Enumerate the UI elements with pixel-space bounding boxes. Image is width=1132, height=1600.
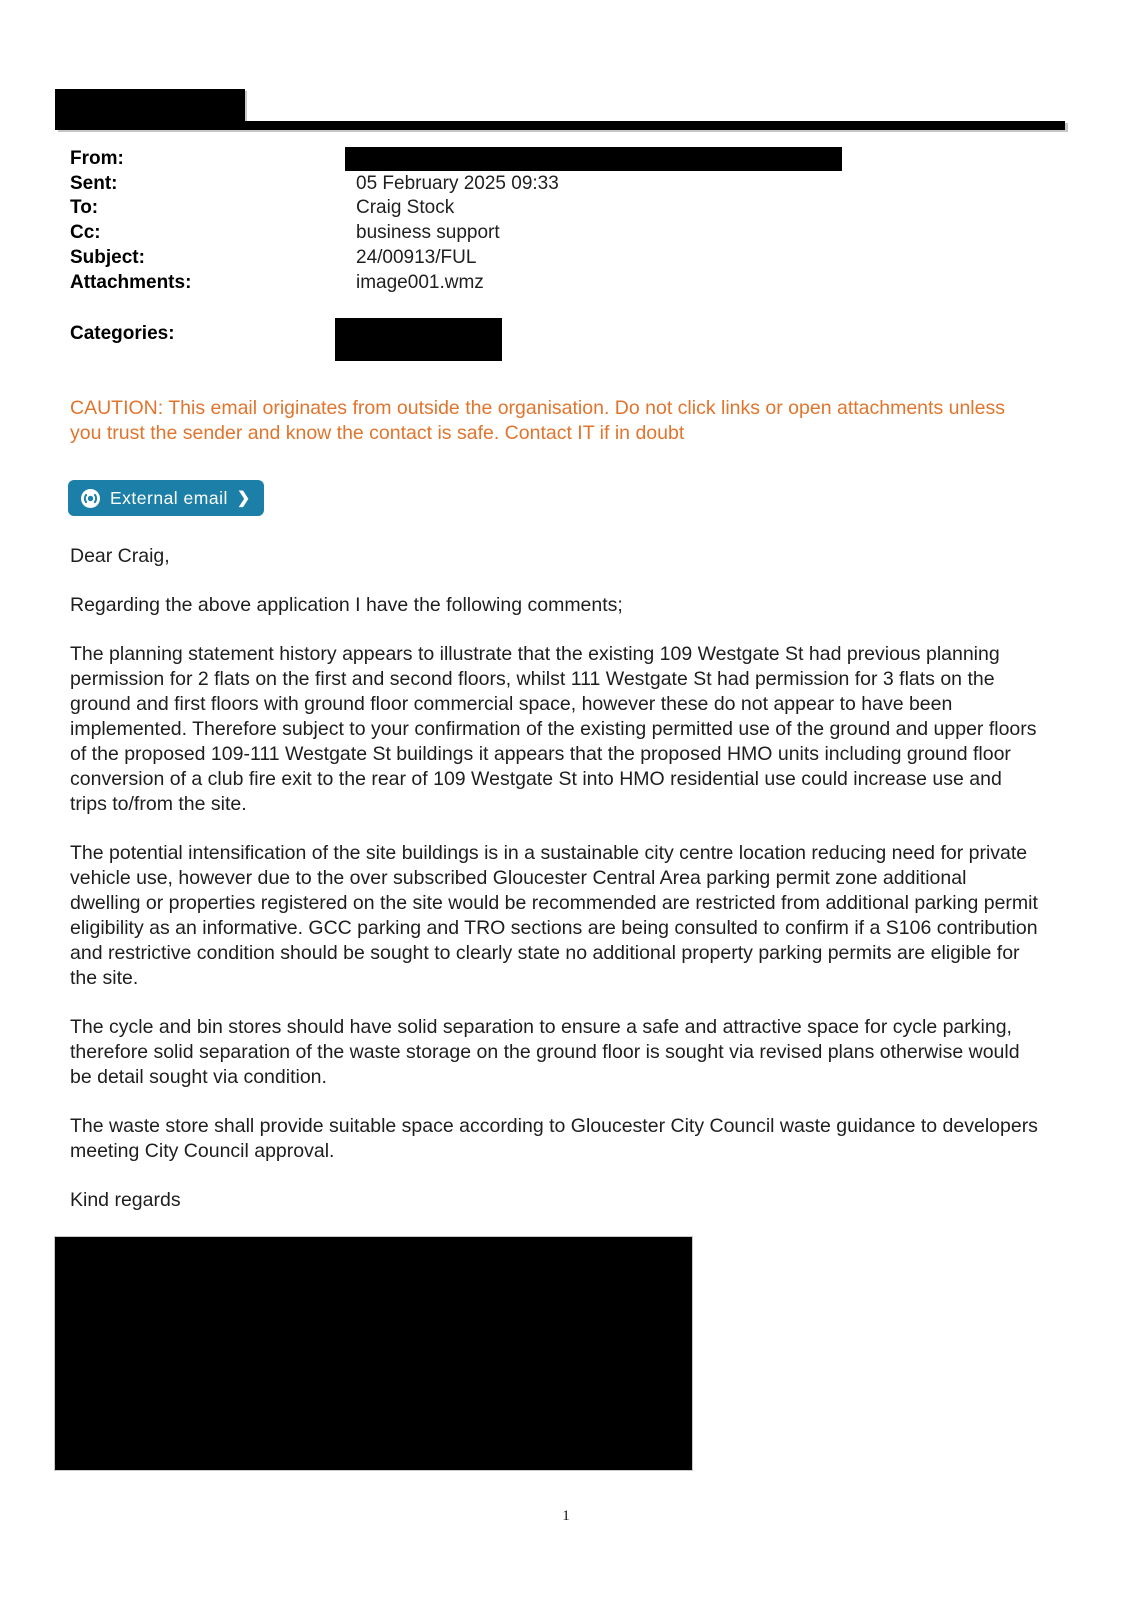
body-paragraph: The planning statement history appears to illustrate that the existing 109 Westgate St had previous planning permission for 2 flats on the first and second floors, whilst 111 Westgate St had permission for 3 flats on the ground and first floors with ground floor commercial space, however these do not appear to have been implemented. Therefore subject to your confirmation of the existing permitted use of the ground and upper floors of the proposed 109-111 Westgate St buildings it appears that the proposed HMO units including ground floor conversion of a club fire exit to the rear of 109 Westgate St into HMO residential use could increase use and trips to/from the site.	[70, 643, 1037, 815]
field-value-attachments: image001.wmz	[356, 271, 484, 293]
field-label-sent: Sent:	[70, 172, 118, 194]
signoff: Kind regards	[70, 1189, 181, 1211]
field-label-to: To:	[70, 197, 99, 219]
redaction-from-value	[345, 147, 842, 171]
external-email-icon	[80, 488, 101, 509]
field-value-sent: 05 February 2025 09:33	[356, 172, 559, 194]
page-number: 1	[562, 1508, 570, 1524]
field-label-attachments: Attachments:	[70, 271, 192, 293]
field-label-from: From:	[70, 148, 124, 169]
email-body	[70, 544, 1042, 1470]
field-value-to: Craig Stock	[356, 197, 455, 219]
redaction-signature-block	[55, 1237, 692, 1470]
intro-line: Regarding the above application I have the following comments;	[70, 594, 623, 616]
header-row-from	[70, 147, 1060, 172]
redaction-header-rule	[55, 121, 1065, 130]
header-row-attachments	[70, 271, 1060, 296]
field-value-cc: business support	[356, 222, 500, 244]
caution-banner-text: CAUTION: This email originates from outside the organisation. Do not click links or open attachments unless you trust the sender and know the contact is safe. Contact IT if in doubt	[70, 397, 1005, 445]
body-paragraph: The cycle and bin stores should have solid separation to ensure a safe and attractive space for cycle parking, therefore solid separation of the waste storage on the ground floor is sought via revised plans otherwise would be detail sought via condition.	[70, 1016, 1020, 1088]
body-paragraph: The potential intensification of the site buildings is in a sustainable city centre location reducing need for private vehicle use, however due to the over subscribed Gloucester Central Area parking permit zone additional dwelling or properties registered on the site would be recommended are restricted from additional parking permit eligibility as an informative. GCC parking and TRO sections are being consulted to confirm if a S106 contribution and restrictive condition should be sought to clearly state no additional property parking permits are eligible for the site.	[70, 842, 1038, 989]
redaction-categories-value	[335, 318, 502, 361]
body-paragraph: The waste store shall provide suitable space according to Gloucester City Council waste guidance to developers meeting City Council approval.	[70, 1115, 1038, 1162]
external-email-button[interactable]	[68, 480, 264, 516]
chevron-right-icon: ❯	[236, 490, 251, 507]
greeting: Dear Craig,	[70, 545, 170, 567]
field-value-from	[356, 147, 842, 172]
header-row-subject	[70, 246, 1060, 271]
header-row-to	[70, 196, 1060, 221]
header-row-categories	[70, 323, 502, 361]
field-label-cc: Cc:	[70, 222, 101, 244]
field-value-subject: 24/00913/FUL	[356, 246, 477, 268]
header-row-sent	[70, 172, 1060, 197]
external-email-label: External email	[110, 487, 228, 508]
field-label-subject: Subject:	[70, 246, 145, 268]
field-label-categories: Categories:	[70, 323, 175, 344]
redaction-top-left-block	[55, 89, 245, 122]
email-header-fields	[70, 147, 1060, 295]
header-row-cc	[70, 221, 1060, 246]
